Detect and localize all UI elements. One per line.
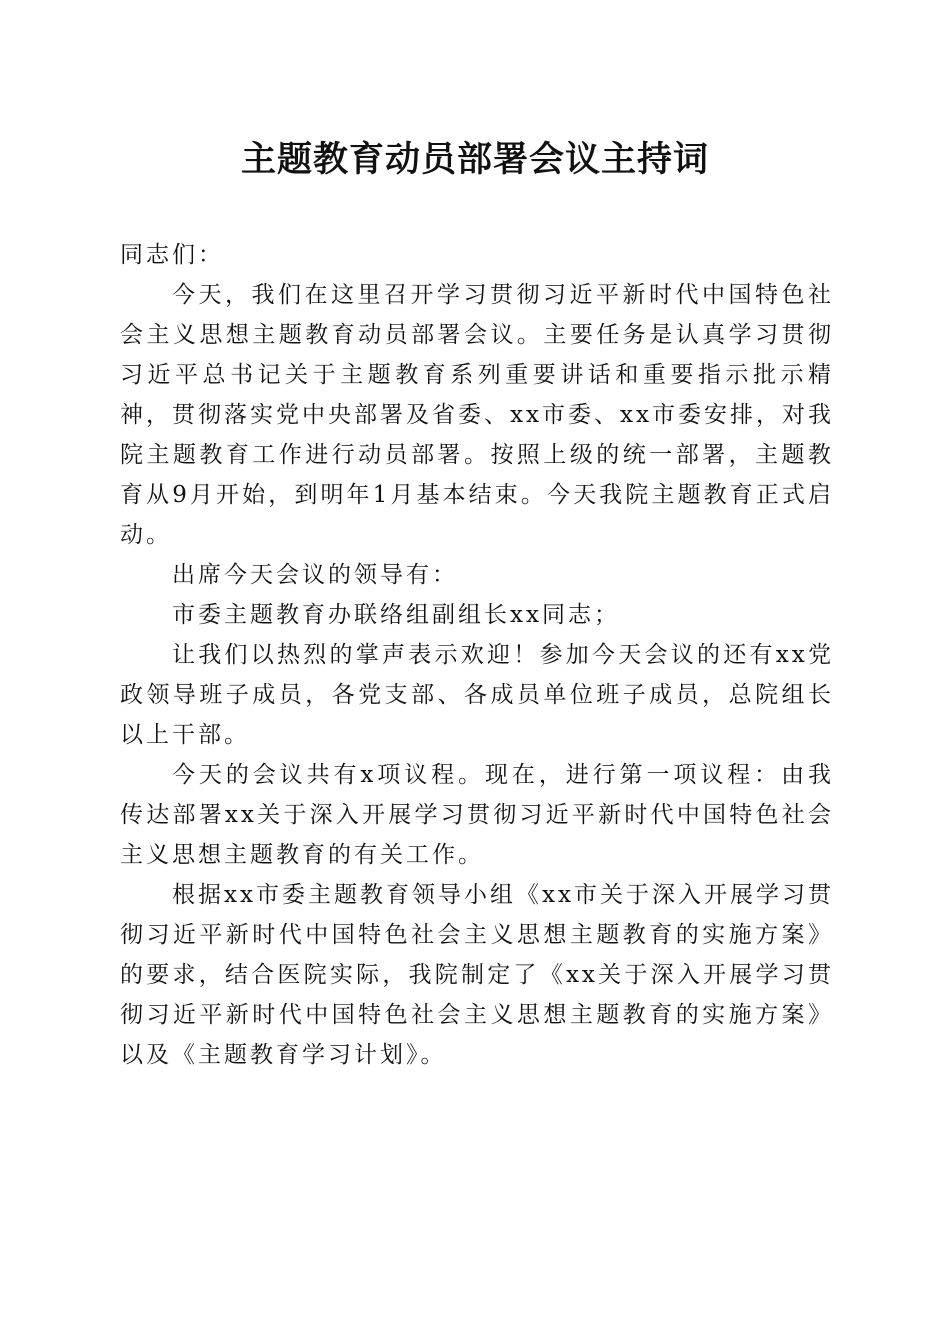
salutation: 同志们：	[120, 242, 224, 268]
paragraph-leader-name: 市委主题教育办联络组副组长xx同志；	[172, 602, 620, 628]
document-body	[120, 235, 834, 1075]
document-title: 主题教育动员部署会议主持词	[240, 139, 709, 180]
paragraph-welcome: 让我们以热烈的掌声表示欢迎！参加今天会议的还有xx党政领导班子成员，各党支部、各成员单位班子成员，总院组长以上干部。	[120, 642, 834, 748]
paragraph-implementation-plan: 根据xx市委主题教育领导小组《xx市关于深入开展学习贯彻习近平新时代中国特色社会主义思想主题教育的实施方案》的要求，结合医院实际，我院制定了《xx关于深入开展学习贯彻习近平新时代中国特色社会主义思想主题教育的实施方案》以及《主题教育学习计划》。	[120, 882, 834, 1068]
paragraph-opening: 今天，我们在这里召开学习贯彻习近平新时代中国特色社会主义思想主题教育动员部署会议。主要任务是认真学习贯彻习近平总书记关于主题教育系列重要讲话和重要指示批示精神，贯彻落实党中央部署及省委、xx市委、xx市委安排，对我院主题教育工作进行动员部署。按照上级的统一部署，主题教育从9月开始，到明年1月基本结束。今天我院主题教育正式启动。	[120, 282, 834, 548]
paragraph-attending-leaders: 出席今天会议的领导有：	[172, 562, 458, 588]
paragraph-agenda: 今天的会议共有x项议程。现在，进行第一项议程：由我传达部署xx关于深入开展学习贯彻习近平新时代中国特色社会主义思想主题教育的有关工作。	[120, 762, 834, 868]
